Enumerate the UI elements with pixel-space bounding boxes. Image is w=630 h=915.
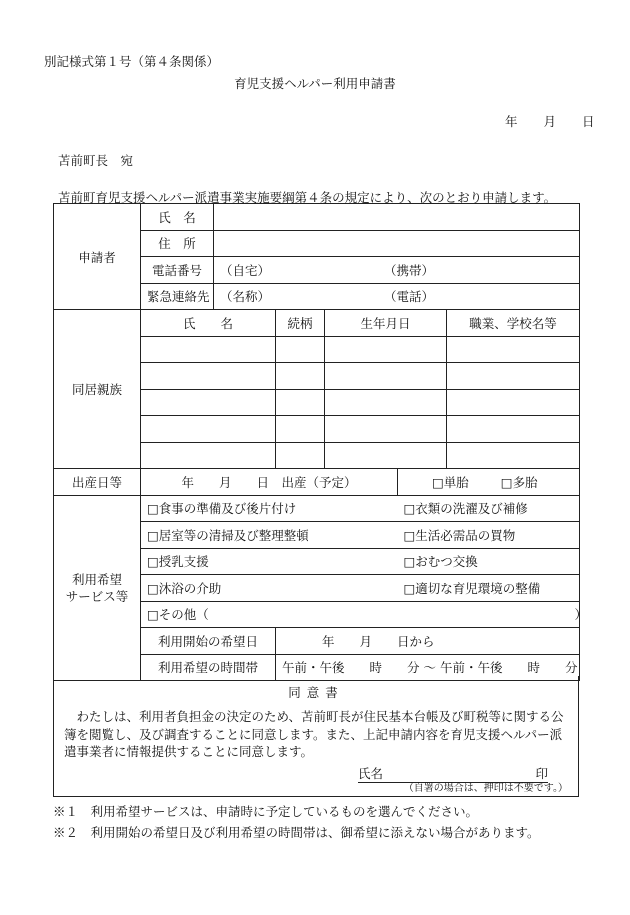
- consent-body: わたしは、利用者負担金の決定のため、苫前町長が住民基本台帳及び町税等に関する公簿を閲覧し、及び調査することに同意します。また、上記申請内容を育児支援ヘルパー派遣事業者に情報提供することに同意します。: [64, 709, 564, 759]
- address-field[interactable]: [214, 230, 580, 257]
- multiple-birth-checkbox[interactable]: □多胎: [500, 474, 538, 490]
- consent-title: 同意書: [288, 685, 344, 700]
- other-close-paren: ）: [574, 607, 588, 623]
- emergency-field[interactable]: [214, 283, 580, 310]
- date-day: 日: [582, 114, 595, 129]
- date-year: 年: [505, 114, 518, 129]
- time-slot-label: 利用希望の時間帯: [141, 654, 276, 681]
- phone-home-label: （自宅）: [220, 262, 271, 278]
- form-number: 別記様式第１号（第４条関係）: [44, 54, 220, 69]
- application-form-table: [53, 203, 588, 681]
- service-bathing-checkbox[interactable]: □沐浴の介助: [141, 575, 398, 602]
- emergency-label: 緊急連絡先: [141, 283, 214, 310]
- page-title: 育児支援ヘルパー利用申請書: [234, 76, 396, 91]
- signature-note: （自署の場合は、押印は不要です。）: [403, 783, 568, 794]
- service-nursing-checkbox[interactable]: □授乳支援: [141, 548, 398, 575]
- family-col-name: 氏 名: [141, 310, 276, 337]
- family-col-relation: 続柄: [276, 310, 325, 337]
- family-col-birthdate: 生年月日: [325, 310, 447, 337]
- service-meal-checkbox[interactable]: □食事の準備及び後片付け: [141, 495, 398, 522]
- birth-date-field[interactable]: 年 月 日 出産（予定）: [141, 469, 398, 496]
- single-birth-checkbox[interactable]: □単胎: [432, 474, 469, 490]
- birth-label: 出産日等: [54, 469, 141, 496]
- birth-type-field: [398, 469, 580, 496]
- applicant-label: 申請者: [54, 204, 141, 310]
- signature-name-label: 氏名: [358, 766, 384, 781]
- emergency-phone-label: （電話）: [384, 289, 435, 305]
- services-label: 利用希望 サービス等: [54, 495, 141, 681]
- note-2: ※２ 利用開始の希望日及び利用希望の時間帯は、御希望に添えない場合があります。: [53, 825, 540, 840]
- name-field[interactable]: [214, 204, 580, 231]
- phone-label: 電話番号: [141, 257, 214, 284]
- service-diaper-checkbox[interactable]: □おむつ交換: [398, 548, 580, 575]
- service-cleaning-checkbox[interactable]: □居室等の清掃及び整理整頓: [141, 522, 398, 549]
- date-line: [505, 112, 595, 130]
- service-laundry-checkbox[interactable]: □衣類の洗濯及び補修: [398, 495, 580, 522]
- seal-mark: 印: [535, 766, 548, 781]
- family-col-occupation: 職業、学校名等: [447, 310, 580, 337]
- service-environment-checkbox[interactable]: □適切な育児環境の整備: [398, 575, 580, 602]
- emergency-name-label: （名称）: [220, 289, 271, 305]
- phone-mobile-label: （携帯）: [384, 262, 435, 278]
- date-month: 月: [543, 114, 557, 129]
- address-label: 住 所: [141, 230, 214, 257]
- family-label: 同居親族: [54, 310, 141, 469]
- name-label: 氏 名: [141, 204, 214, 231]
- note-1: ※１ 利用希望サービスは、申請時に予定しているものを選んでください。: [53, 804, 479, 819]
- service-other-checkbox[interactable]: □その他（ ）: [141, 601, 580, 628]
- time-slot-field[interactable]: 午前・午後 時 分 〜 午前・午後 時 分: [276, 654, 580, 681]
- start-date-label: 利用開始の希望日: [141, 628, 276, 655]
- start-date-field[interactable]: 年 月 日から: [276, 628, 580, 655]
- addressee: 苫前町長 宛: [58, 153, 134, 168]
- intro-text: 苫前町育児支援ヘルパー派遣事業実施要綱第４条の規定により、次のとおり申請します。: [58, 190, 557, 205]
- consent-section: [53, 676, 579, 797]
- phone-field[interactable]: [214, 257, 580, 284]
- service-shopping-checkbox[interactable]: □生活必需品の買物: [398, 522, 580, 549]
